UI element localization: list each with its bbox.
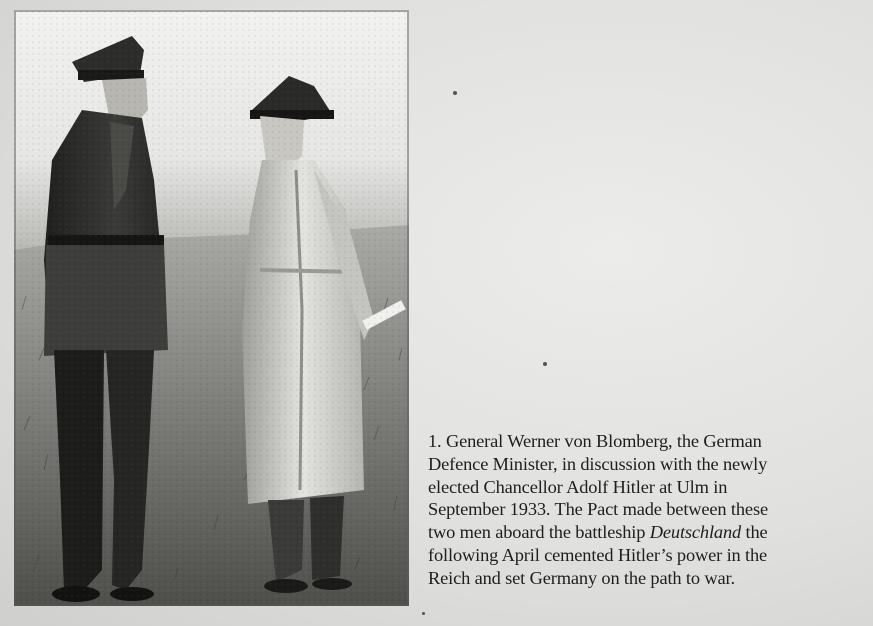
caption-line-3: elected Chancellor Adolf Hitler at Ulm in — [428, 476, 728, 497]
historical-photograph — [14, 10, 409, 606]
caption-number: 1. — [428, 431, 442, 451]
caption-line-7: Reich and set Germany on the path to war. — [428, 567, 735, 588]
caption-line-1: 1. General Werner von Blomberg, the German — [428, 431, 762, 451]
ship-name: Deutschland — [649, 522, 742, 543]
caption-line-4: September 1933. The Pact made between these — [428, 499, 768, 520]
caption-line-5: two men aboard the battleship Deutschland the — [428, 522, 768, 543]
caption-line-2: Defence Minister, in discussion with the newly — [428, 453, 768, 474]
dust-speck — [543, 362, 547, 366]
photo-caption — [428, 430, 868, 590]
caption-line-6: following April cemented Hitler’s power in the — [428, 544, 768, 565]
dust-speck — [422, 612, 425, 615]
dust-speck — [453, 91, 457, 95]
